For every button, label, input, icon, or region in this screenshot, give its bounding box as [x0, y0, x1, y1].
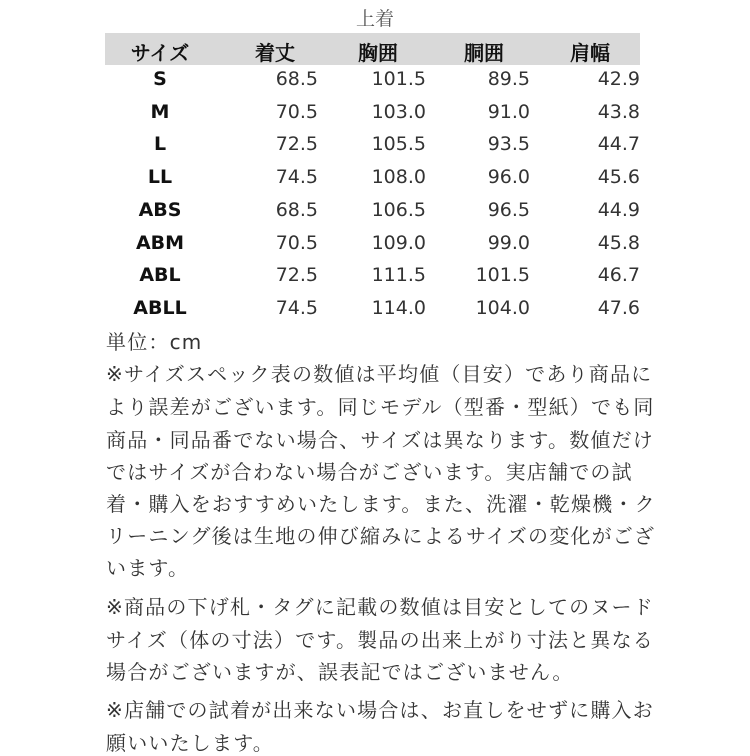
table-cell: 74.5 — [275, 296, 318, 319]
table-cell: 89.5 — [487, 68, 530, 90]
table-cell: 44.9 — [597, 198, 640, 221]
note-line: 場合がございますが、誤表記ではございません。 — [106, 660, 574, 684]
table-cell: 101.5 — [475, 264, 530, 287]
table-cell: 108.0 — [371, 166, 426, 189]
table-cell: 74.5 — [275, 166, 318, 189]
size-label: ABS — [138, 198, 182, 221]
table-cell: 42.9 — [597, 68, 640, 90]
table-cell: 105.5 — [371, 133, 426, 156]
size-label: L — [153, 133, 167, 156]
unit-label: 単位：cm — [106, 330, 203, 354]
column-header: 着丈 — [255, 41, 295, 65]
table-cell: 99.0 — [487, 231, 530, 254]
table-cell: 111.5 — [371, 264, 426, 287]
note-line: ※サイズスペック表の数値は平均値（目安）であり商品に — [106, 362, 653, 386]
note-line: います。 — [106, 556, 190, 580]
table-cell: 70.5 — [275, 231, 318, 254]
note-line: ※店舗での試着が出来ない場合は、お直しをせずに購入お — [106, 698, 654, 722]
table-cell: 106.5 — [371, 198, 426, 221]
note-line: より誤差がございます。同じモデル（型番・型紙）でも同 — [106, 395, 655, 419]
table-cell: 45.6 — [597, 166, 640, 189]
table-cell: 72.5 — [275, 133, 318, 156]
size-label: ABM — [135, 231, 185, 254]
table-cell: 114.0 — [371, 296, 426, 319]
note-line: 願いいたします。 — [106, 731, 274, 755]
column-header: サイズ — [130, 41, 190, 65]
table-cell: 70.5 — [275, 100, 318, 123]
table-cell: 96.5 — [487, 198, 530, 221]
column-header: 肩幅 — [570, 41, 610, 65]
table-cell: 43.8 — [597, 100, 640, 123]
note-line: ではサイズが合わない場合がございます。実店舗での試 — [106, 460, 633, 484]
note-line: ※商品の下げ札・タグに記載の数値は目安としてのヌード — [106, 595, 654, 619]
table-cell: 104.0 — [475, 296, 530, 319]
table-cell: 103.0 — [371, 100, 426, 123]
table-cell: 96.0 — [487, 166, 530, 189]
table-cell: 47.6 — [597, 296, 640, 319]
table-title: 上着 — [355, 8, 394, 30]
size-label: ABL — [139, 264, 181, 287]
table-cell: 72.5 — [275, 264, 318, 287]
table-cell: 46.7 — [597, 264, 640, 287]
table-cell: 68.5 — [275, 198, 318, 221]
table-cell: 101.5 — [371, 68, 426, 90]
table-cell: 109.0 — [371, 231, 426, 254]
column-header: 胸囲 — [358, 41, 398, 65]
table-cell: 44.7 — [597, 133, 640, 156]
size-label: ABLL — [133, 296, 187, 319]
table-cell: 68.5 — [275, 68, 318, 90]
note-line: 商品・同品番でない場合、サイズは異なります。数値だけ — [106, 428, 654, 452]
note-line: リーニング後は生地の伸び縮みによるサイズの変化がござ — [106, 524, 656, 548]
note-line: 着・購入をおすすめいたします。また、洗濯・乾燥機・ク — [106, 492, 656, 516]
table-cell: 45.8 — [597, 231, 640, 254]
table-cell: 93.5 — [487, 133, 530, 156]
table-cell: 91.0 — [487, 100, 530, 123]
size-label: M — [150, 100, 170, 123]
note-line: サイズ（体の寸法）です。製品の出来上がり寸法と異なる — [106, 628, 654, 652]
column-header: 胴囲 — [464, 41, 504, 65]
size-label: LL — [147, 166, 173, 189]
size-label: S — [153, 68, 167, 90]
